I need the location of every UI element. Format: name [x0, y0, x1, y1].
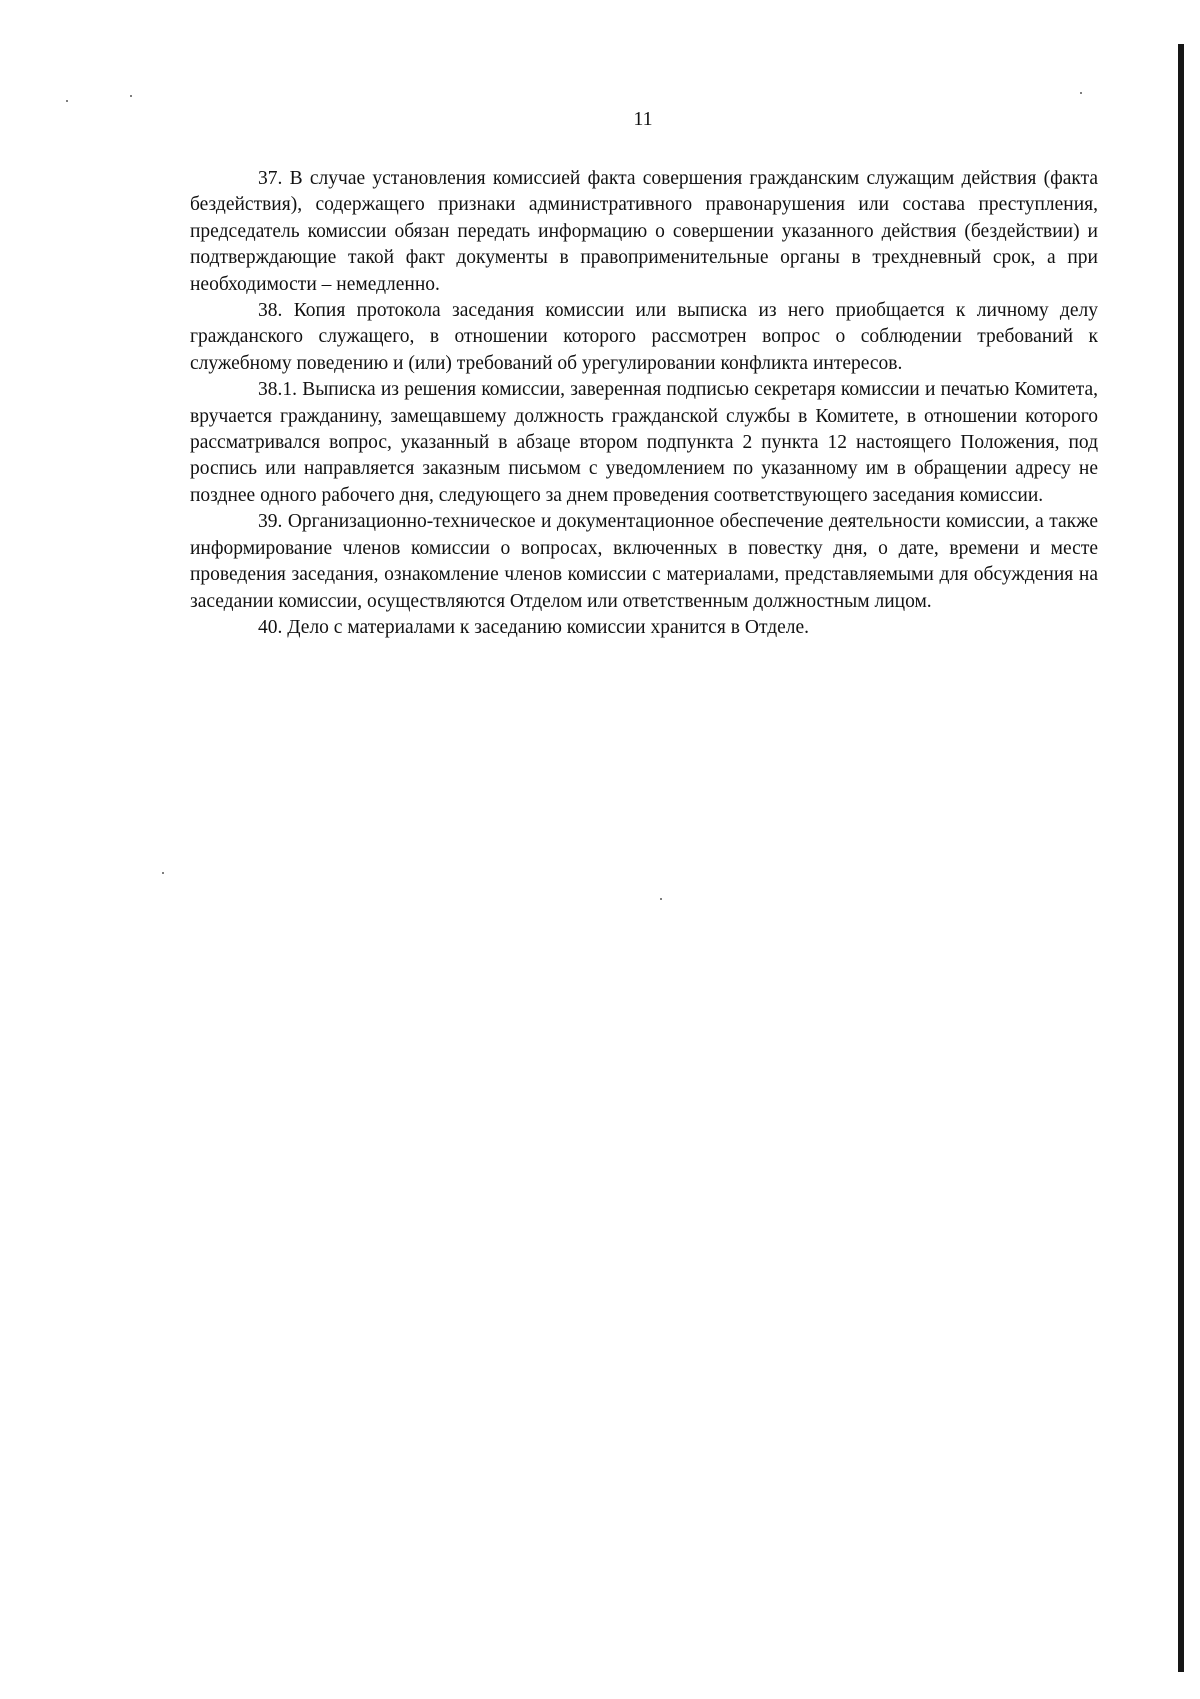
paragraph-37: 37. В случае установления комиссией факта совершения гражданским служащим действия (факта бездействия), содержащего признаки административного правонарушения или состава преступления, председатель комиссии обязан передать информацию о совершении указанного действия (бездействии) и подтверждающие такой факт документы в правоприменительные органы в трехдневный срок, а при необходимости – немедленно. [190, 168, 1098, 295]
scan-speck [660, 898, 662, 900]
page-number: 11 [633, 108, 653, 130]
paragraph-38: 38. Копия протокола заседания комиссии или выписка из него приобщается к личному делу гражданского служащего, в отношении которого рассмотрен вопрос о соблюдении требований к служебному поведению и (или) требований об урегулировании конфликта интересов. [190, 300, 1098, 374]
scan-speck [130, 95, 132, 97]
scan-speck [162, 872, 164, 874]
scan-edge-border [1178, 44, 1184, 1672]
paragraph-40: 40. Дело с материалами к заседанию комиссии хранится в Отделе. [258, 616, 810, 638]
paragraph-38-1: 38.1. Выписка из решения комиссии, заверенная подписью секретаря комиссии и печатью Комитета, вручается гражданину, замещавшему должность гражданской службы в Комитете, в отношении которого рассматривался вопрос, указанный в абзаце втором подпункта 2 пункта 12 настоящего Положения, под роспись или направляется заказным письмом с уведомлением по указанному им в обращении адресу не позднее одного рабочего дня, следующего за днем проведения соответствующего заседания комиссии. [190, 379, 1098, 506]
scan-speck [66, 100, 68, 102]
document-body [190, 166, 1098, 641]
scan-speck [1080, 92, 1082, 94]
paragraph-39: 39. Организационно-техническое и документационное обеспечение деятельности комиссии, а также информирование членов комиссии о вопросах, включенных в повестку дня, о дате, времени и месте проведения заседания, ознакомление членов комиссии с материалами, представляемыми для обсуждения на заседании комиссии, осуществляются Отделом или ответственным должностным лицом. [190, 511, 1098, 612]
